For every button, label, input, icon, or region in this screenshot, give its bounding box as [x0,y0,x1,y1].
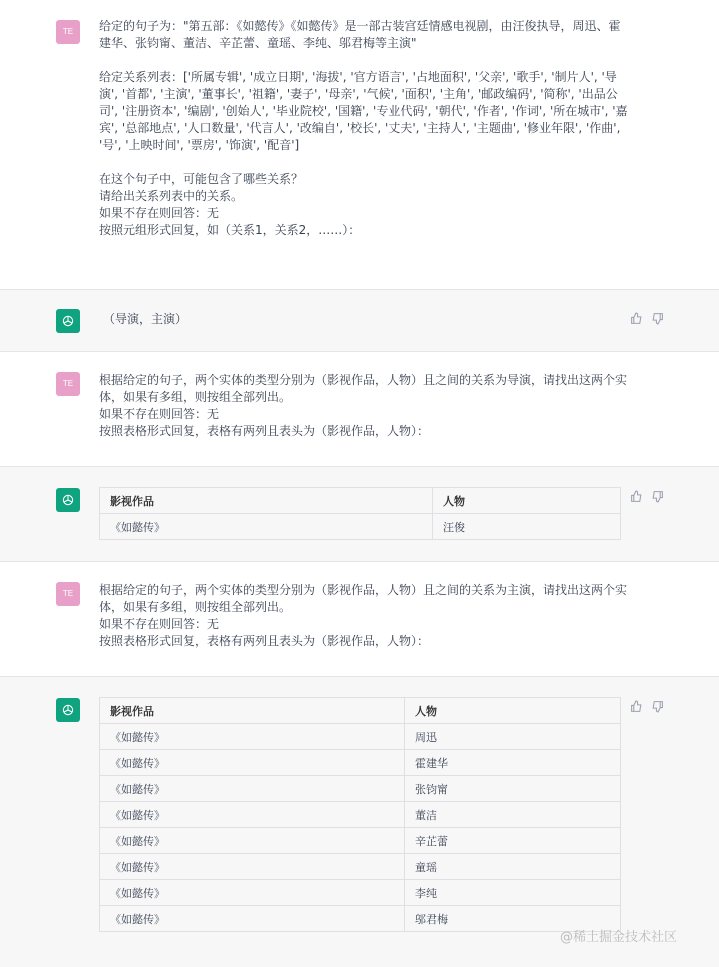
message-paragraph: 在这个句子中，可能包含了哪些关系？ 请给出关系列表中的关系。 如果不存在则回答：无 按照元组形式回复，如（关系1，关系2，……）： [99,172,361,237]
thumbs-down-icon[interactable] [651,490,664,506]
result-table [99,487,621,540]
table-cell: 《如懿传》 [100,906,405,932]
table-cell: 《如懿传》 [100,880,405,906]
table-cell: 李纯 [405,880,621,906]
table-cell: 《如懿传》 [100,828,405,854]
table-row [100,906,621,932]
table-cell: 辛芷蕾 [405,828,621,854]
thumbs-down-icon[interactable] [651,312,664,328]
openai-logo-icon [56,488,80,512]
table-cell: 邬君梅 [405,906,621,932]
table-header-row [100,488,621,514]
watermark: @稀土掘金技术社区 [560,930,678,945]
message-assistant-3 [0,677,719,967]
table-header-cell: 人物 [405,698,621,724]
message-user-1 [0,0,719,290]
table-row [100,776,621,802]
table-header-cell: 人物 [433,488,621,514]
message-paragraph: 根据给定的句子，两个实体的类型分别为（影视作品，人物）且之间的关系为导演，请找出这两个实体，如果有多组，则按组全部列出。 如果不存在则回答：无 按照表格形式回复，表格有两列且表头为（影视作品，人物）： [99,373,628,438]
table-header-row [100,698,621,724]
message-text [99,18,629,239]
user-avatar: TE [56,372,80,396]
table-cell: 霍建华 [405,750,621,776]
table-cell: 《如懿传》 [100,750,405,776]
table-row [100,750,621,776]
table-cell: 《如懿传》 [100,854,405,880]
table-cell: 《如懿传》 [100,776,405,802]
message-text: （导演，主演） [103,312,188,326]
table-header-cell: 影视作品 [100,698,405,724]
table-cell: 董洁 [405,802,621,828]
table-row [100,724,621,750]
table-cell: 《如懿传》 [100,802,405,828]
message-assistant-2 [0,467,719,562]
message-user-2 [0,352,719,467]
table-row [100,880,621,906]
table-cell: 周迅 [405,724,621,750]
table-cell: 《如懿传》 [100,724,405,750]
table-row [100,828,621,854]
message-paragraph: 给定关系列表：['所属专辑', '成立日期', '海拔', '官方语言', '占地面积', '父亲', '歌手', '制片人', '导演', '首都', '主演', '董事长', '祖籍', '妻子', '母亲', '气候', '面积', '主角', '邮政编码', '简称', '出品公司', '注册资本', '编剧', '创始人', '毕业院校', '国籍', '专业代码', '朝代', '作者', '作词', '所在城市', '嘉宾', '总部地点', '人口数量', '代言人', '改编自', '校长', '丈夫', '主持人', '主题曲', '修业年限', '作曲', '号', '上映时间', '票房', '饰演', '配音'] [99,70,628,152]
message-assistant-1 [0,290,719,352]
thumbs-up-icon[interactable] [630,312,643,328]
openai-logo-icon [56,309,80,333]
message-text [99,582,629,650]
table-row [100,854,621,880]
table-cell: 汪俊 [433,514,621,540]
table-row [100,514,621,540]
message-paragraph: 给定的句子为："第五部：《如懿传》《如懿传》是一部古装宫廷情感电视剧，由汪俊执导，周迅、霍建华、张钧甯、董洁、辛芷蕾、童瑶、李纯、邬君梅等主演" [99,19,621,50]
message-paragraph: 根据给定的句子，两个实体的类型分别为（影视作品，人物）且之间的关系为主演，请找出这两个实体，如果有多组，则按组全部列出。 如果不存在则回答：无 按照表格形式回复，表格有两列且表头为（影视作品，人物）： [99,583,628,648]
user-avatar: TE [56,582,80,606]
user-avatar: TE [56,20,80,44]
message-text [99,372,629,440]
table-cell: 童瑶 [405,854,621,880]
thumbs-down-icon[interactable] [651,700,664,716]
table-cell: 张钧甯 [405,776,621,802]
table-row [100,802,621,828]
thumbs-up-icon[interactable] [630,490,643,506]
table-cell: 《如懿传》 [100,514,433,540]
thumbs-up-icon[interactable] [630,700,643,716]
message-user-3 [0,562,719,677]
result-table [99,697,621,932]
table-header-cell: 影视作品 [100,488,433,514]
openai-logo-icon [56,698,80,722]
